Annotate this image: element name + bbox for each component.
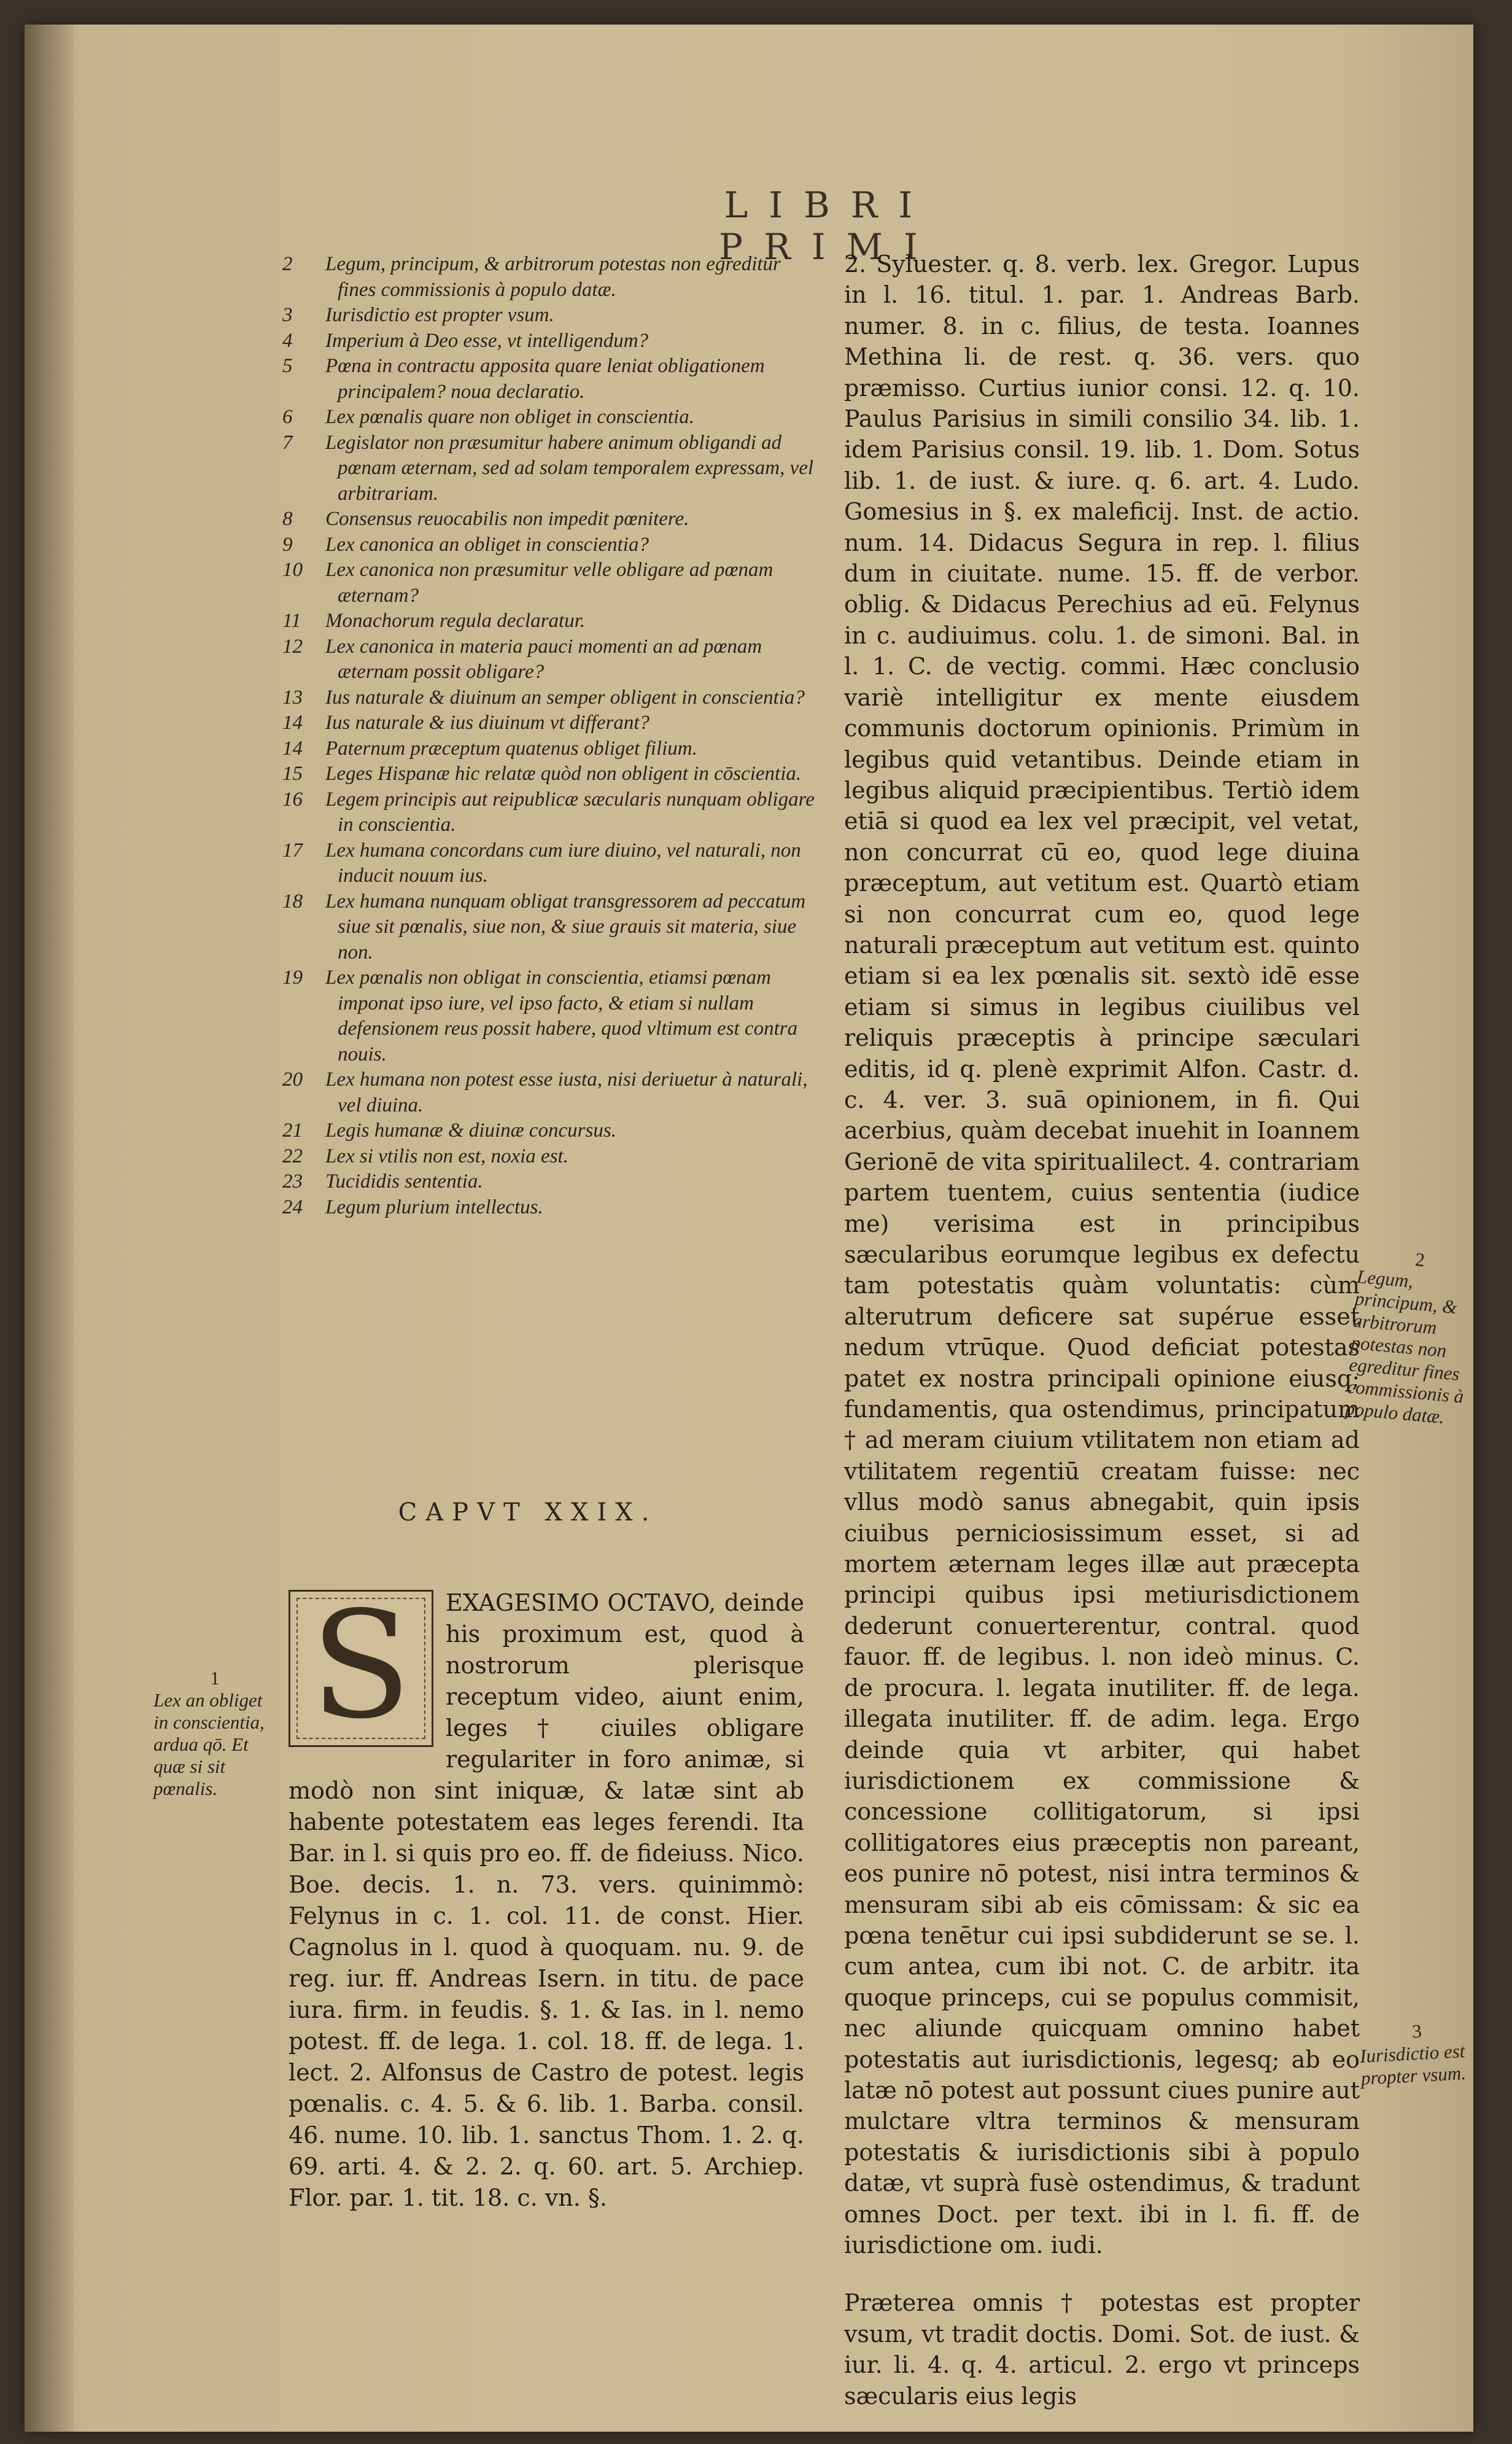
margin-note-text: Lex an obliget in conscientia, ardua qō. Et quæ si sit pœnalis. [153, 1689, 265, 1799]
margin-note-text: Iurisdictio est propter vsum. [1359, 2040, 1467, 2089]
contents-item-text: Tucididis sententia. [325, 1170, 483, 1193]
contents-item-number: 17 [282, 839, 303, 862]
contents-item-text: Paternum præceptum quatenus obliget filium. [325, 737, 697, 760]
contents-list [282, 252, 816, 1220]
contents-item-number: 12 [282, 635, 303, 658]
body-left-column [289, 1579, 804, 2214]
contents-item [282, 710, 816, 736]
contents-item-number: 10 [282, 559, 303, 581]
contents-item-number: 18 [282, 890, 303, 913]
contents-item [282, 1195, 816, 1221]
contents-item-number: 15 [282, 763, 303, 785]
margin-note-right-2 [1358, 2017, 1478, 2090]
contents-item-number: 24 [282, 1196, 303, 1218]
contents-item [282, 685, 816, 711]
contents-item-number: 5 [282, 355, 293, 377]
contents-item [282, 838, 816, 889]
body-right-paragraph-1: 2. Syluester. q. 8. verb. lex. Gregor. Lupus in l. 16. titul. 1. par. 1. Andreas Barb. numer. 8. in c. filius, de testa. Ioannes Methina li. de rest. q. 36. vers. quo præmisso. Curtius iunior consi. 12. q. 10. Paulus Parisius in simili consilio 34. lib. 1. idem Parisius consil. 19. lib. 1. Dom. Sotus lib. 1. de iust. & iure. q. 6. art. 4. Ludo. Gomesius in §. ex maleficij. Inst. de actio. num. 14. Didacus Segura in rep. l. filius dum in ciuitate. nume. 15. ff. de verbor. oblig. & Didacus Perechius ad eū. Felynus in c. audiuimus. colu. 1. de simoni. Bal. in l. 1. C. de vectig. commi. Hæc conclusio variè intelligitur ex mente eiusdem communis doctorum opinionis. Primùm in legibus quid vetantibus. Deinde etiam in legibus aliquid præcipientibus. Tertiò idem etiā si quod ea lex vel præcipit, vel vetat, non concurrat cū eo, quod lege diuina præceptum, aut vetitum est. Quartò etiam si non concurrat cum eo, quod lege naturali præceptum aut vetitum est. quinto etiam si ea lex pœnalis sit. sextò idē esse etiam si simus in legibus ciuilibus vel reliquis præceptis à principe sæculari editis, id q. plenè exprimit Alfon. Castr. d. c. 4. ver. 3. suā opinionem, in fi. Qui acerbius, quàm decebat inuehit in Ioannem Gerionē de vita spiritualilect. 4. contrariam partem tuentem, cuius sententia (iudice me) verisima est in principibus sæcularibus eorumque legibus ex defectu tam potestatis quàm voluntatis: cùm alterutrum deficere sat supérue esset nedum vtrūque. Quod deficiat potestas patet ex nostra principali opinione eiusq; fundamentis, qua ostendimus, principatum † ad meram ciuium vtilitatem non etiam ad vtilitatem regentiū creatam fuisse: nec vllus modò sanus abnegabit, quin ipsis ciuibus perniciosissimum esset, si ad mortem æternam leges illæ aut præcepta principi quibus ipsi metiurisdictionem dederunt conuerterentur, contral. quod fauor. ff. de legibus. l. non ideò minus. C. de procura. l. legata inutiliter. ff. de lega. illegata inutiliter. ff. de adim. lega. Ergo deinde quia vt arbiter, qui habet iurisdictionem ex commissione & concessione collitigatorum, si ipsi collitigatores eius præceptis non pareant, eos punire nō potest, nisi intra terminos & mensuram sibi ab eis cōmissam: & sic ea pœna tenētur cui ipsi subdiderunt se se. l. cum antea, cum ibi not. C. de arbitr. ita quoque princeps, cui se populus commisit, nec aliunde quicquam omnino habet potestatis aut iurisdictionis, legesq; ab eo latæ nō potest aut possunt ciues punire aut mulctare vltra terminos & mensuram potestatis & iurisdictionis sibi à populo datæ, vt suprà fusè ostendimus, & tradunt omnes Doct. per text. ibi in l. fi. ff. de iurisdictione om. iudi. [844, 251, 1360, 2259]
contents-item-number: 8 [282, 508, 293, 530]
body-left-text: EXAGESIMO OCTAVO, deinde his proximum est, quod à nostrorum plerisque receptum video, aiunt enim, leges † ciuiles obligare regulariter in foro animæ, si modò non sint iniquæ, & latæ sint ab habente potestatem eas leges ferendi. Ita Bar. in l. si quis pro eo. ff. de fideiuss. Nico. Boe. decis. 1. n. 73. vers. quinimmò: Felynus in c. 1. col. 11. de const. Hier. Cagnolus in l. quod à quoquam. nu. 9. de reg. iur. ff. Andreas Isern. in titu. de pace iura. firm. in feudis. §. 1. & Ias. in l. nemo potest. ff. de lega. 1. col. 18. ff. de lega. 1. lect. 2. Alfonsus de Castro de potest. legis pœnalis. c. 4. 5. & 6. lib. 1. Barba. consil. 46. nume. 10. lib. 1. sanctus Thom. 1. 2. q. 69. arti. 4. & 2. 2. q. 60. art. 5. Archiep. Flor. par. 1. tit. 18. c. vn. §. [289, 1589, 804, 2211]
contents-item [282, 532, 816, 558]
contents-item-number: 21 [282, 1119, 303, 1142]
contents-item-number: 20 [282, 1068, 303, 1091]
contents-item [282, 303, 816, 329]
contents-item [282, 430, 816, 507]
chapter-title: CAPVT XXIX. [398, 1498, 658, 1527]
contents-item [282, 889, 816, 966]
contents-item [282, 405, 816, 430]
contents-item-number: 23 [282, 1170, 303, 1193]
margin-note-number: 3 [1411, 2020, 1422, 2042]
contents-item-text: Legum, principum, & arbitrorum potestas non egreditur fines commissionis à populo datæ. [325, 253, 781, 301]
contents-item [282, 965, 816, 1067]
contents-item-text: Lex canonica in materia pauci momenti an ad pœnam æternam possit obligare? [325, 635, 762, 683]
body-right-column [844, 249, 1360, 2411]
book-gutter [25, 25, 74, 2432]
margin-note-left [153, 1667, 276, 1800]
contents-item-number: 2 [282, 253, 293, 275]
contents-item-text: Iurisdictio est propter vsum. [325, 304, 554, 326]
contents-item [282, 1067, 816, 1118]
contents-item-text: Lex humana non potest esse iusta, nisi deriuetur à naturali, vel diuina. [325, 1068, 808, 1116]
contents-item-text: Legis humanæ & diuinæ concursus. [325, 1119, 616, 1142]
contents-item-text: Lex pœnalis non obligat in conscientia, etiamsi pœnam imponat ipso iure, vel ipso facto, & etiam si nullam defensionem reus possit habere, quod vltimum est contra nouis. [325, 967, 798, 1065]
contents-item [282, 1144, 816, 1170]
contents-item-text: Legem principis aut reipublicæ sæcularis nunquam obligare in conscientia. [325, 788, 815, 836]
contents-item-text: Lex pœnalis quare non obliget in conscientia. [325, 406, 694, 428]
contents-item-text: Legum plurium intellectus. [325, 1196, 543, 1218]
contents-item [282, 1118, 816, 1144]
contents-item-text: Leges Hispanæ hic relatæ quòd non obligent in cōscientia. [325, 763, 802, 785]
contents-item-number: 9 [282, 533, 293, 556]
margin-note-number: 2 [1414, 1248, 1426, 1271]
contents-item-text: Lex canonica an obliget in conscientia? [325, 533, 649, 556]
contents-item-text: Lex humana nunquam obligat transgressorem ad peccatum siue sit pœnalis, siue non, & siue grauis sit materia, siue non. [325, 890, 806, 963]
contents-item-text: Lex si vtilis non est, noxia est. [325, 1145, 568, 1167]
contents-item-number: 13 [282, 686, 303, 709]
contents-item [282, 252, 816, 303]
contents-item [282, 507, 816, 532]
contents-item-number: 4 [282, 329, 293, 352]
contents-item-number: 6 [282, 406, 293, 428]
contents-item [282, 329, 816, 354]
contents-item-number: 14 [282, 712, 303, 734]
contents-item-number: 22 [282, 1145, 303, 1167]
contents-item [282, 736, 816, 762]
margin-note-text: Legum, principum, & arbitrorum potestas non egreditur fines commissionis à populo datæ. [1344, 1265, 1465, 1428]
contents-item-text: Lex canonica non præsumitur velle obligare ad pœnam æternam? [325, 559, 773, 607]
contents-item-text: Consensus reuocabilis non impedit pœnitere. [325, 508, 689, 530]
contents-item-number: 16 [282, 788, 303, 811]
body-right-paragraph-2: Præterea omnis † potestas est propter vsum, vt tradit doctis. Domi. Sot. de iust. & iur. li. 4. q. 4. articul. 2. ergo vt princeps sæcularis eius legis [844, 2289, 1360, 2410]
decorated-initial: S [289, 1590, 433, 1747]
contents-item-number: 11 [282, 610, 301, 632]
contents-item-text: Legislator non præsumitur habere animum obligandi ad pœnam æternam, sed ad solam temporalem expressam, vel arbitrariam. [325, 431, 814, 505]
contents-item-text: Pœna in contractu apposita quare leniat obligationem principalem? noua declaratio. [325, 355, 765, 403]
margin-note-number: 1 [210, 1667, 220, 1689]
contents-item [282, 634, 816, 685]
contents-item [282, 354, 816, 405]
contents-item-number: 7 [282, 431, 293, 454]
contents-item-number: 14 [282, 737, 303, 760]
contents-item [282, 558, 816, 609]
contents-item-text: Monachorum regula declaratur. [325, 610, 586, 632]
contents-item-text: Imperium à Deo esse, vt intelligendum? [325, 329, 649, 352]
contents-item-number: 3 [282, 304, 293, 326]
contents-item [282, 761, 816, 787]
contents-item [282, 609, 816, 634]
running-head: LIBRI PRIMI [719, 184, 939, 268]
contents-item-text: Ius naturale & ius diuinum vt differant? [325, 712, 649, 734]
contents-item-text: Ius naturale & diuinum an semper obligent in conscientia? [325, 686, 805, 709]
contents-item-number: 19 [282, 967, 303, 989]
contents-item [282, 1169, 816, 1195]
contents-item-text: Lex humana concordans cum iure diuino, vel naturali, non inducit nouum ius. [325, 839, 801, 887]
contents-item [282, 787, 816, 838]
margin-note-right-1 [1344, 1243, 1482, 1430]
